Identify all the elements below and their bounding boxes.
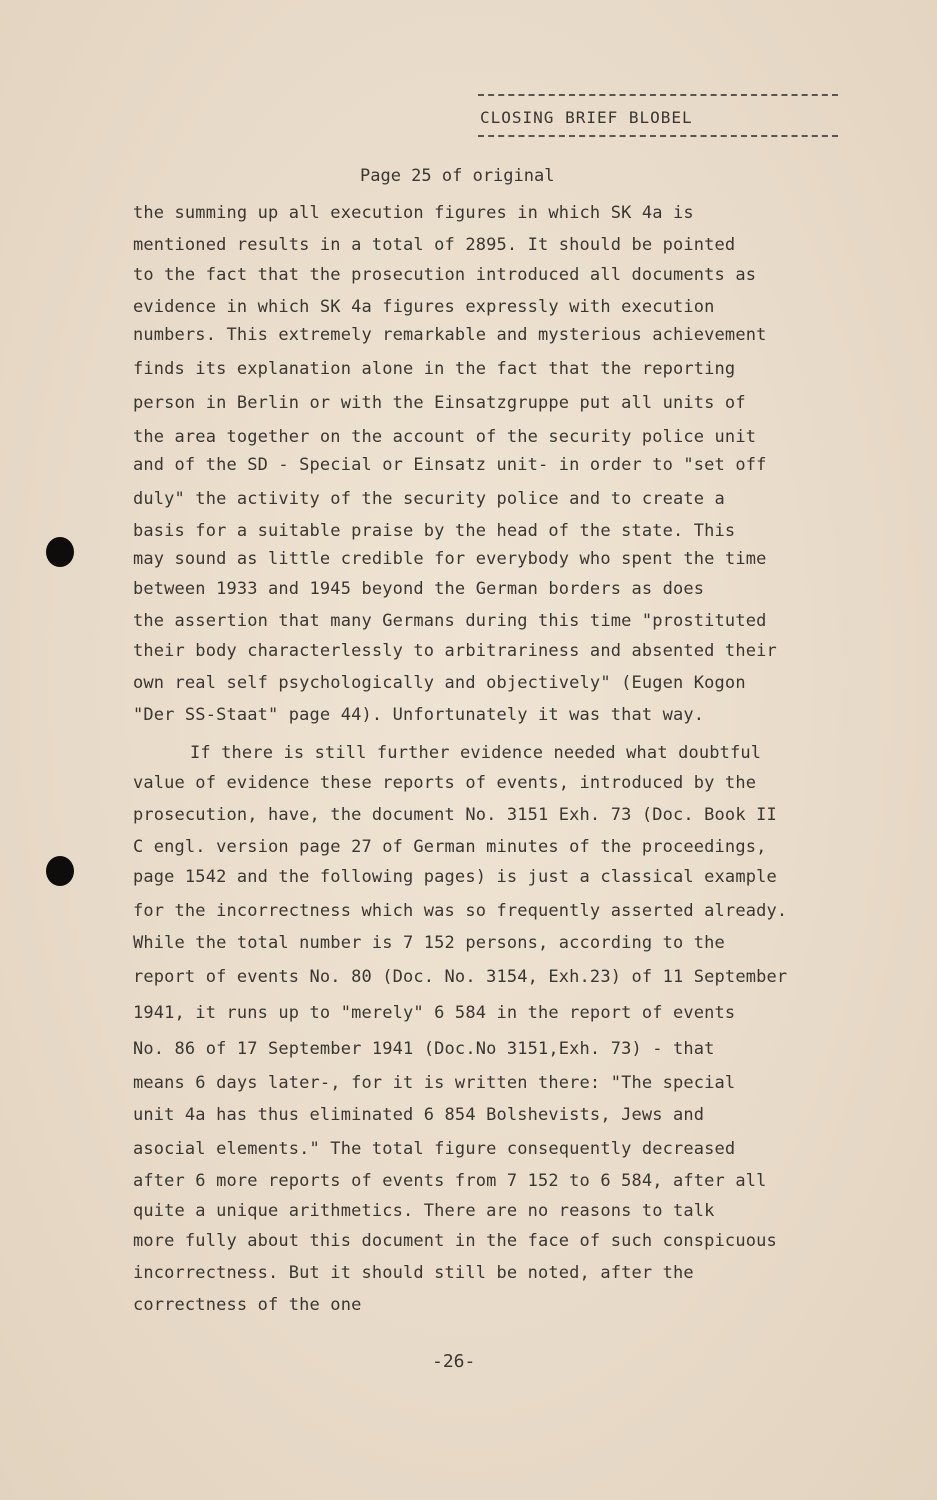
body-line: value of evidence these reports of events, introduced by the <box>133 773 757 793</box>
body-line: 1941, it runs up to "merely" 6 584 in the report of events <box>133 1003 736 1023</box>
body-line: more fully about this document in the face of such conspicuous <box>133 1231 777 1251</box>
body-line: incorrectness. But it should still be noted, after the <box>133 1263 694 1283</box>
punch-hole-lower <box>46 856 74 886</box>
body-line: finds its explanation alone in the fact that the reporting <box>133 359 736 379</box>
page-number: -26- <box>432 1351 476 1372</box>
body-line: evidence in which SK 4a figures expressly with execution <box>133 297 715 317</box>
body-line: No. 86 of 17 September 1941 (Doc.No 3151,Exh. 73) - that <box>133 1039 715 1059</box>
body-line: person in Berlin or with the Einsatzgruppe put all units of <box>133 393 746 413</box>
body-line: quite a unique arithmetics. There are no reasons to talk <box>133 1201 715 1221</box>
body-line: unit 4a has thus eliminated 6 854 Bolshevists, Jews and <box>133 1105 705 1125</box>
body-line: to the fact that the prosecution introduced all documents as <box>133 265 757 285</box>
body-line: numbers. This extremely remarkable and mysterious achievement <box>133 325 767 345</box>
body-line: may sound as little credible for everybody who spent the time <box>133 549 767 569</box>
punch-hole-upper <box>46 537 74 567</box>
body-line: own real self psychologically and objectively" (Eugen Kogon <box>133 673 746 693</box>
body-line: between 1933 and 1945 beyond the German borders as does <box>133 579 705 599</box>
body-line: the summing up all execution figures in which SK 4a is <box>133 203 694 223</box>
body-line: after 6 more reports of events from 7 152 to 6 584, after all <box>133 1171 767 1191</box>
body-line: the area together on the account of the security police unit <box>133 427 757 447</box>
body-line: correctness of the one <box>133 1295 362 1315</box>
body-line: for the incorrectness which was so frequently asserted already. <box>133 901 788 921</box>
document-title: CLOSING BRIEF BLOBEL <box>480 108 693 127</box>
body-line: "Der SS-Staat" page 44). Unfortunately it was that way. <box>133 705 705 725</box>
body-line: page 1542 and the following pages) is just a classical example <box>133 867 777 887</box>
body-line: While the total number is 7 152 persons, according to the <box>133 933 725 953</box>
body-line: basis for a suitable praise by the head of the state. This <box>133 521 736 541</box>
body-line: asocial elements." The total figure consequently decreased <box>133 1139 736 1159</box>
body-line: means 6 days later-, for it is written there: "The special <box>133 1073 736 1093</box>
body-line: mentioned results in a total of 2895. It should be pointed <box>133 235 736 255</box>
header-rule-bottom <box>478 135 838 137</box>
body-line: duly" the activity of the security police and to create a <box>133 489 725 509</box>
body-line: and of the SD - Special or Einsatz unit- in order to "set off <box>133 455 767 475</box>
body-line: prosecution, have, the document No. 3151 Exh. 73 (Doc. Book II <box>133 805 777 825</box>
body-line: report of events No. 80 (Doc. No. 3154, Exh.23) of 11 September <box>133 967 788 987</box>
body-line: If there is still further evidence needed what doubtful <box>190 743 762 763</box>
body-line: the assertion that many Germans during this time "prostituted <box>133 611 767 631</box>
body-line: C engl. version page 27 of German minutes of the proceedings, <box>133 837 767 857</box>
body-line: their body characterlessly to arbitrariness and absented their <box>133 641 777 661</box>
header-rule-top <box>478 94 838 96</box>
original-page-reference: Page 25 of original <box>360 166 555 186</box>
